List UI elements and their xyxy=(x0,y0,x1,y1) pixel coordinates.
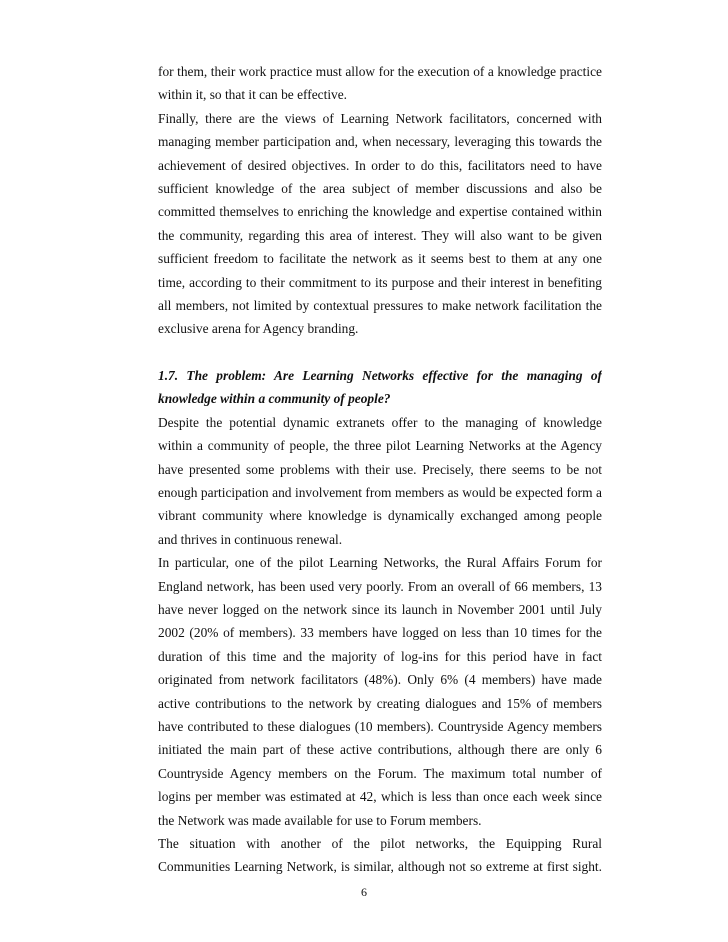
text-line: Countryside Agency members on the Forum. The maximum total number of xyxy=(158,765,602,781)
text-line: all members, not limited by contextual pressures to make network facilitation the xyxy=(158,297,602,313)
text-line: sufficient freedom to facilitate the network as it seems best to them at any one xyxy=(158,251,602,267)
text-line: logins per member was estimated at 42, which is less than once each week since xyxy=(158,789,602,805)
text-line: exclusive arena for Agency branding. xyxy=(158,321,359,337)
text-line: have contributed to these dialogues (10 members). Countryside Agency members xyxy=(158,718,602,734)
text-line: active contributions to the network by creating dialogues and 15% of members xyxy=(158,695,602,711)
text-line: enough participation and involvement from members as would be expected form a xyxy=(158,485,602,501)
heading-line: 1.7. The problem: Are Learning Networks effective for the managing of xyxy=(158,368,602,384)
text-line: Communities Learning Network, is similar, although not so extreme at first sight. xyxy=(158,859,602,875)
text-line: within it, so that it can be effective. xyxy=(158,87,348,103)
text-line: Despite the potential dynamic extranets offer to the managing of knowledge xyxy=(158,414,602,430)
section-heading xyxy=(158,364,602,411)
text-line: managing member participation and, when necessary, leveraging this towards the xyxy=(158,134,602,150)
text-line: Finally, there are the views of Learning Network facilitators, concerned with xyxy=(158,110,602,126)
text-line: committed themselves to enriching the knowledge and expertise contained within xyxy=(158,204,602,220)
text-line: In particular, one of the pilot Learning Networks, the Rural Affairs Forum for xyxy=(158,555,602,571)
text-line: duration of this time and the majority of log-ins for this period have in fact xyxy=(158,648,602,664)
paragraph-facilitators xyxy=(158,107,602,341)
text-line: achievement of desired objectives. In order to do this, facilitators need to have xyxy=(158,157,602,173)
text-line: sufficient knowledge of the area subject of member discussions and also be xyxy=(158,180,602,196)
text-line: England network, has been used very poorly. From an overall of 66 members, 13 xyxy=(158,578,602,594)
paragraph-equipping-rural-communities xyxy=(158,832,602,879)
text-line: have presented some problems with their use. Precisely, there seems to be not xyxy=(158,461,602,477)
text-line: and thrives in continuous renewal. xyxy=(158,531,343,547)
heading-line: knowledge within a community of people? xyxy=(158,391,391,407)
paragraph-spacer xyxy=(158,341,602,364)
text-line: 2002 (20% of members). 33 members have logged on less than 10 times for the xyxy=(158,625,602,641)
text-line: The situation with another of the pilot networks, the Equipping Rural xyxy=(158,835,602,851)
text-line: have never logged on the network since its launch in November 2001 until July xyxy=(158,601,602,617)
paragraph-problem xyxy=(158,411,602,551)
text-line: initiated the main part of these active contributions, although there are only 6 xyxy=(158,742,602,758)
page-number: 6 xyxy=(361,885,367,899)
paragraph-rural-affairs-forum xyxy=(158,551,602,832)
text-line: the Network was made available for use to Forum members. xyxy=(158,812,482,828)
text-line: originated from network facilitators (48%). Only 6% (4 members) have made xyxy=(158,672,602,688)
text-line: within a community of people, the three pilot Learning Networks at the Agency xyxy=(158,438,602,454)
paragraph-continuation xyxy=(158,60,602,107)
text-line: vibrant community where knowledge is dynamically exchanged among people xyxy=(158,508,602,524)
text-line: for them, their work practice must allow for the execution of a knowledge practice xyxy=(158,64,602,79)
document-page xyxy=(158,60,602,879)
text-line: time, according to their commitment to its purpose and their interest in benefiting xyxy=(158,274,602,290)
text-line: the community, regarding this area of interest. They will also want to be given xyxy=(158,227,602,243)
